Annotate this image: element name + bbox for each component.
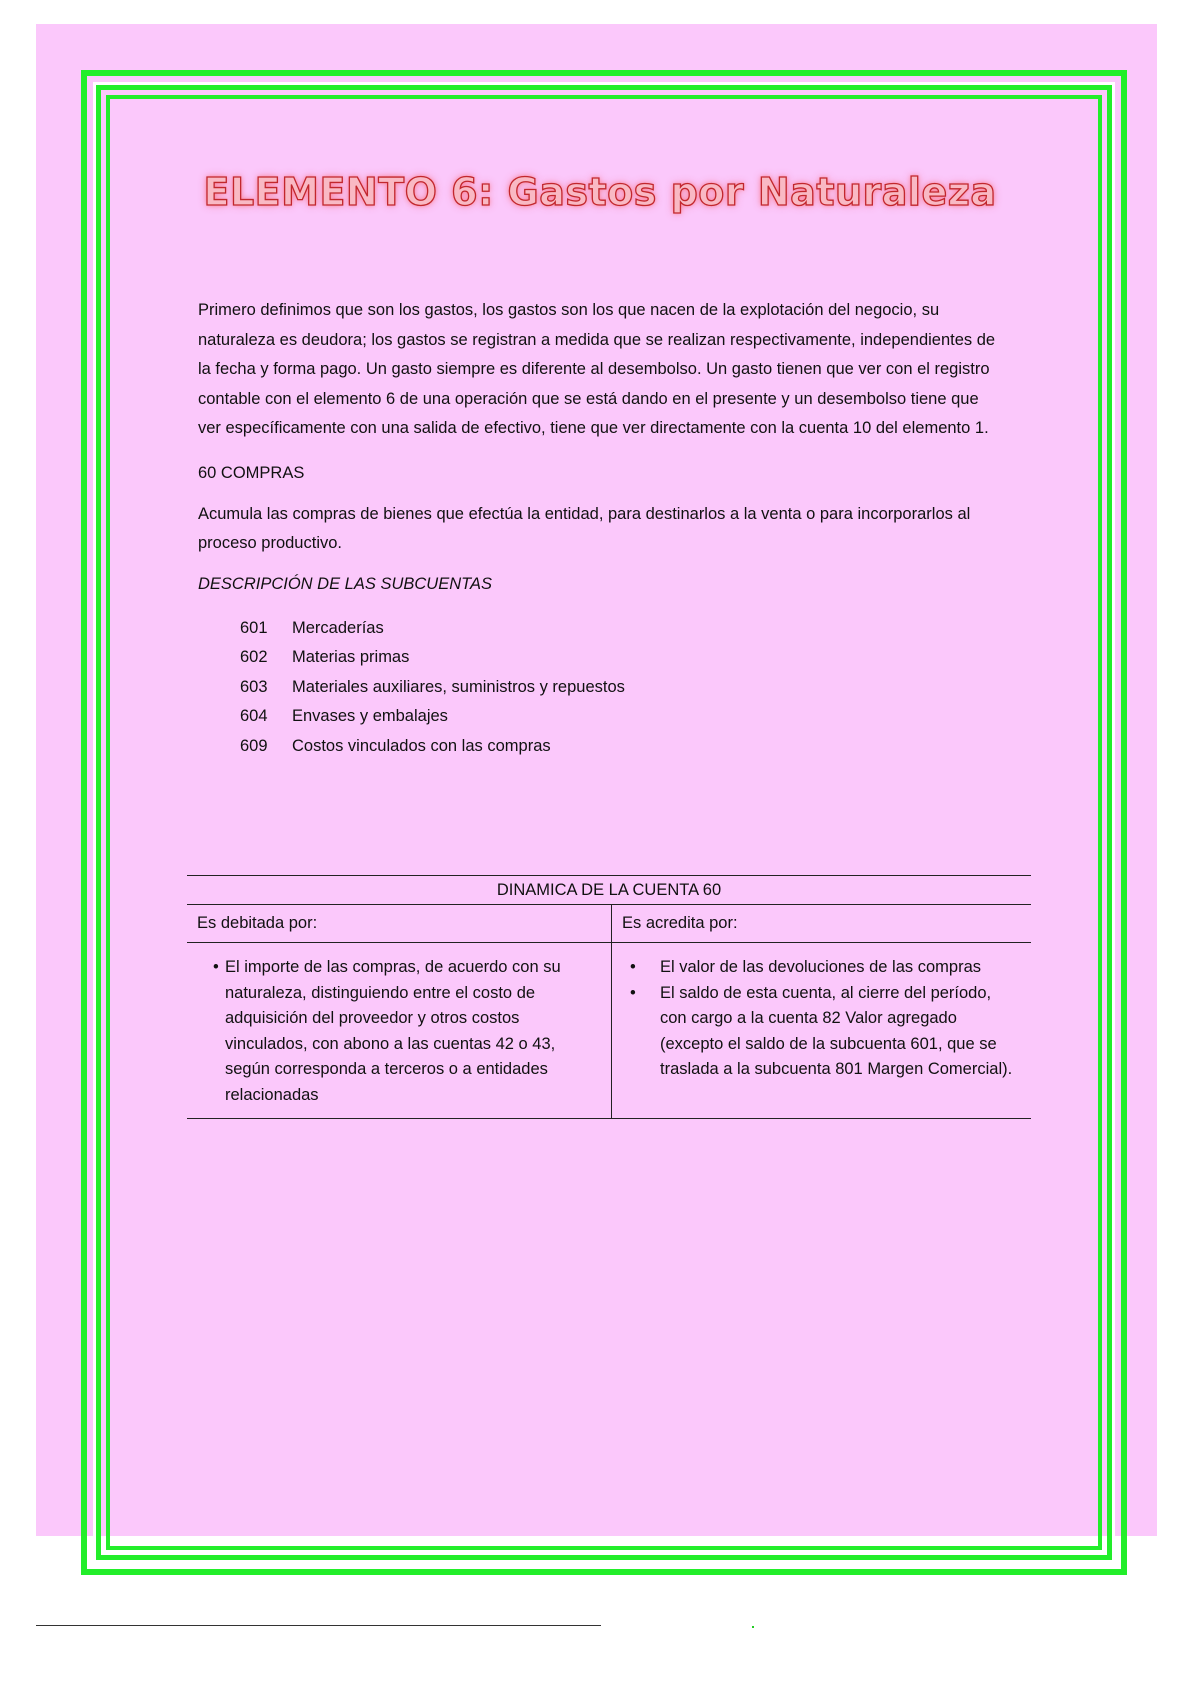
table-header-row xyxy=(187,905,1031,943)
subaccount-code: 601 xyxy=(240,618,268,637)
debit-column-header: Es debitada por: xyxy=(187,905,612,943)
table-row xyxy=(187,943,1031,1119)
table-title: DINAMICA DE LA CUENTA 60 xyxy=(187,876,1031,905)
document-body xyxy=(198,296,998,761)
subaccount-code: 604 xyxy=(240,707,268,726)
subaccount-name: Materias primas xyxy=(292,648,410,667)
bullet-icon: • xyxy=(213,958,219,976)
bullet-icon: • xyxy=(630,958,636,976)
debit-item xyxy=(197,955,601,1108)
page-title: ELEMENTO 6: Gastos por Naturaleza xyxy=(203,170,997,214)
intro-paragraph: Primero definimos que son los gastos, los gastos son los que nacen de la explotación del negocio, su naturaleza es deudora; los gastos se registran a medida que se realizan respectivamente, independientes de la fecha y forma pago. Un gasto siempre es diferente al desembolso. Un gasto tienen que ver con el registro contable con el elemento 6 de una operación que se está dando en el presente y un desembolso tiene que ver específicamente con una salida de efectivo, tiene que ver directamente con la cuenta 10 del elemento 1. xyxy=(198,301,996,437)
stray-mark xyxy=(752,1626,754,1628)
subaccount-code: 603 xyxy=(240,677,268,696)
subaccount-item xyxy=(240,732,998,762)
subaccount-name: Materiales auxiliares, suministros y repuestos xyxy=(292,677,625,696)
subaccount-item xyxy=(240,702,998,732)
credit-item-text: El valor de las devoluciones de las compras xyxy=(660,958,982,976)
credit-column-header: Es acredita por: xyxy=(612,905,1032,943)
credit-cell xyxy=(612,943,1032,1119)
section-description: Acumula las compras de bienes que efectúa la entidad, para destinarlos a la venta o para incorporarlos al proceso productivo. xyxy=(198,504,971,552)
footnote-separator xyxy=(36,1625,601,1626)
credit-item xyxy=(622,981,1021,1083)
subaccount-name: Mercaderías xyxy=(292,618,384,637)
subaccount-item xyxy=(240,614,998,644)
credit-item xyxy=(622,955,1021,981)
section-heading: 60 COMPRAS xyxy=(198,463,305,482)
subaccounts-heading: DESCRIPCIÓN DE LAS SUBCUENTAS xyxy=(198,574,493,593)
subaccount-list xyxy=(240,614,998,762)
subaccount-name: Costos vinculados con las compras xyxy=(292,736,551,755)
debit-cell xyxy=(187,943,612,1119)
subaccount-code: 602 xyxy=(240,648,268,667)
bullet-icon: • xyxy=(630,983,636,1002)
subaccount-code: 609 xyxy=(240,736,268,755)
debit-item-text: El importe de las compras, de acuerdo con su naturaleza, distinguiendo entre el costo de adquisición del proveedor y otros costos vinculados, con abono a las cuentas 42 o 43, según corresponda a terceros o a entidades relacionadas xyxy=(225,958,561,1104)
subaccount-item xyxy=(240,643,998,673)
subaccount-name: Envases y embalajes xyxy=(292,707,448,726)
account-dynamics-table xyxy=(187,875,1031,1119)
subaccount-item xyxy=(240,673,998,703)
credit-item-text: El saldo de esta cuenta, al cierre del período, con cargo a la cuenta 82 Valor agregado (excepto el saldo de la subcuenta 601, que se traslada a la subcuenta 801 Margen Comercial). xyxy=(660,983,1013,1078)
table-title-row xyxy=(187,876,1031,905)
